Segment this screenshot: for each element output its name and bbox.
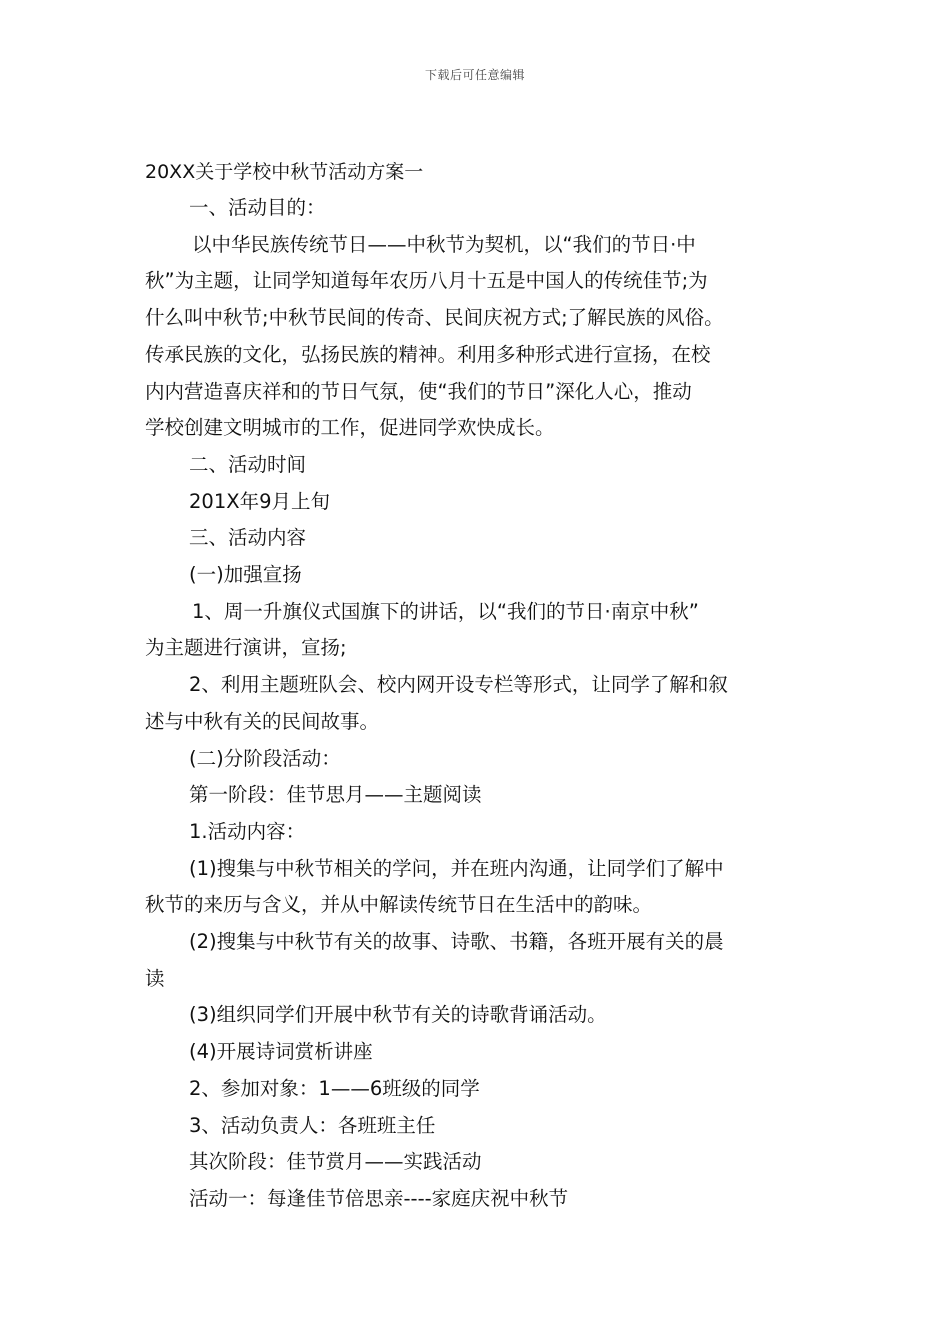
text-line: (1)搜集与中秋节相关的学问，并在班内沟通，让同学们了解中 [189, 856, 724, 880]
text-line: 为主题进行演讲，宣扬; [145, 636, 347, 660]
text-line: 内内营造喜庆祥和的节日气氛，使“我们的节日”深化人心，推动 [145, 379, 692, 403]
text-line: 第一阶段：佳节思月——主题阅读 [189, 783, 482, 807]
text-line: (4)开展诗词赏析讲座 [189, 1040, 373, 1064]
text-line: (2)搜集与中秋节有关的故事、诗歌、书籍，各班开展有关的晨 [189, 930, 724, 954]
text-line: 述与中秋有关的民间故事。 [145, 709, 380, 733]
text-line: 学校创建文明城市的工作，促进同学欢快成长。 [145, 416, 555, 440]
text-line: 秋节的来历与含义，并从中解读传统节日在生活中的韵味。 [145, 893, 653, 917]
text-line: 三、活动内容 [189, 526, 307, 550]
text-line: 什么叫中秋节;中秋节民间的传奇、民间庆祝方式;了解民族的风俗。 [145, 306, 724, 330]
text-line: 活动一：每逢佳节倍思亲----家庭庆祝中秋节 [189, 1186, 569, 1210]
text-line: 其次阶段：佳节赏月——实践活动 [189, 1150, 482, 1174]
document-body [145, 154, 811, 1218]
text-line: 二、活动时间 [189, 452, 307, 476]
text-line: 1、周一升旗仪式国旗下的讲话，以“我们的节日·南京中秋” [192, 599, 699, 623]
text-line: 秋”为主题，让同学知道每年农历八月十五是中国人的传统佳节;为 [145, 269, 708, 293]
page-header: 下载后可任意编辑 [424, 68, 525, 82]
text-line: (3)组织同学们开展中秋节有关的诗歌背诵活动。 [189, 1003, 607, 1027]
text-line: 1.活动内容： [189, 819, 306, 843]
text-line: 2、利用主题班队会、校内网开设专栏等形式，让同学了解和叙 [189, 673, 728, 697]
text-line: 读 [145, 966, 165, 990]
text-line: 201X年9月上旬 [189, 489, 330, 513]
document-lines [145, 190, 811, 1218]
text-line: 以中华民族传统节日——中秋节为契机，以“我们的节日·中 [192, 232, 696, 256]
text-line: 3、活动负责人：各班班主任 [189, 1113, 436, 1137]
text-line: (一)加强宣扬 [189, 563, 302, 587]
text-line: 2、参加对象：1——6班级的同学 [189, 1076, 480, 1100]
text-line: (二)分阶段活动： [189, 746, 341, 770]
text-line: 一、活动目的： [189, 196, 326, 219]
text-line: 传承民族的文化，弘扬民族的精神。利用多种形式进行宣扬，在校 [145, 342, 711, 366]
document-title: 20XX关于学校中秋节活动方案一 [145, 161, 424, 183]
